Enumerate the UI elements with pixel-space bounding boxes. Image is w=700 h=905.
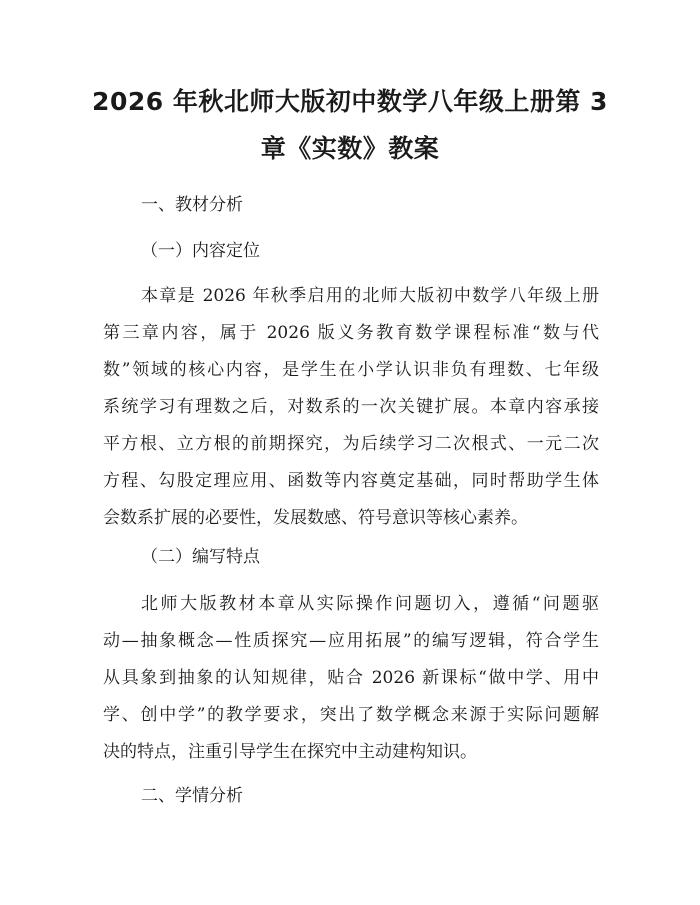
subsection-heading-writing-features: （二）编写特点 xyxy=(141,547,260,567)
title-line-2: 章《实数》教案 xyxy=(260,134,440,163)
paragraph-line: 决的特点，注重引导学生在探究中主动建构知识。 xyxy=(103,742,477,762)
paragraph-line: 本章是 2026 年秋季启用的北师大版初中数学八年级上册 xyxy=(141,286,599,306)
paragraph-writing-features xyxy=(103,586,599,771)
paragraph-line: 第三章内容，属于 2026 版义务教育数学课程标准“数与代 xyxy=(103,323,599,343)
paragraph-line: 数”领域的核心内容，是学生在小学认识非负有理数、七年级 xyxy=(103,360,599,380)
section-heading-learner-analysis: 二、学情分析 xyxy=(141,786,243,806)
document-title xyxy=(60,78,640,172)
paragraph-content-positioning xyxy=(103,278,599,537)
paragraph-line: 学、创中学”的教学要求，突出了数学概念来源于实际问题解 xyxy=(103,705,599,725)
section-heading-textbook-analysis: 一、教材分析 xyxy=(141,195,243,215)
paragraph-line: 系统学习有理数之后，对数系的一次关键扩展。本章内容承接 xyxy=(103,397,599,417)
paragraph-line: 方程、勾股定理应用、函数等内容奠定基础，同时帮助学生体 xyxy=(103,471,599,491)
subsection-heading-content-positioning: （一）内容定位 xyxy=(141,241,260,261)
paragraph-line: 平方根、立方根的前期探究，为后续学习二次根式、一元二次 xyxy=(103,434,599,454)
paragraph-line: 从具象到抽象的认知规律，贴合 2026 新课标“做中学、用中 xyxy=(103,668,599,688)
paragraph-line: 北师大版教材本章从实际操作问题切入，遵循“问题驱 xyxy=(141,594,599,614)
title-line-1: 2026 年秋北师大版初中数学八年级上册第 3 xyxy=(92,87,608,116)
paragraph-line: 动—抽象概念—性质探究—应用拓展”的编写逻辑，符合学生 xyxy=(103,631,599,651)
paragraph-line: 会数系扩展的必要性，发展数感、符号意识等核心素养。 xyxy=(103,508,528,528)
